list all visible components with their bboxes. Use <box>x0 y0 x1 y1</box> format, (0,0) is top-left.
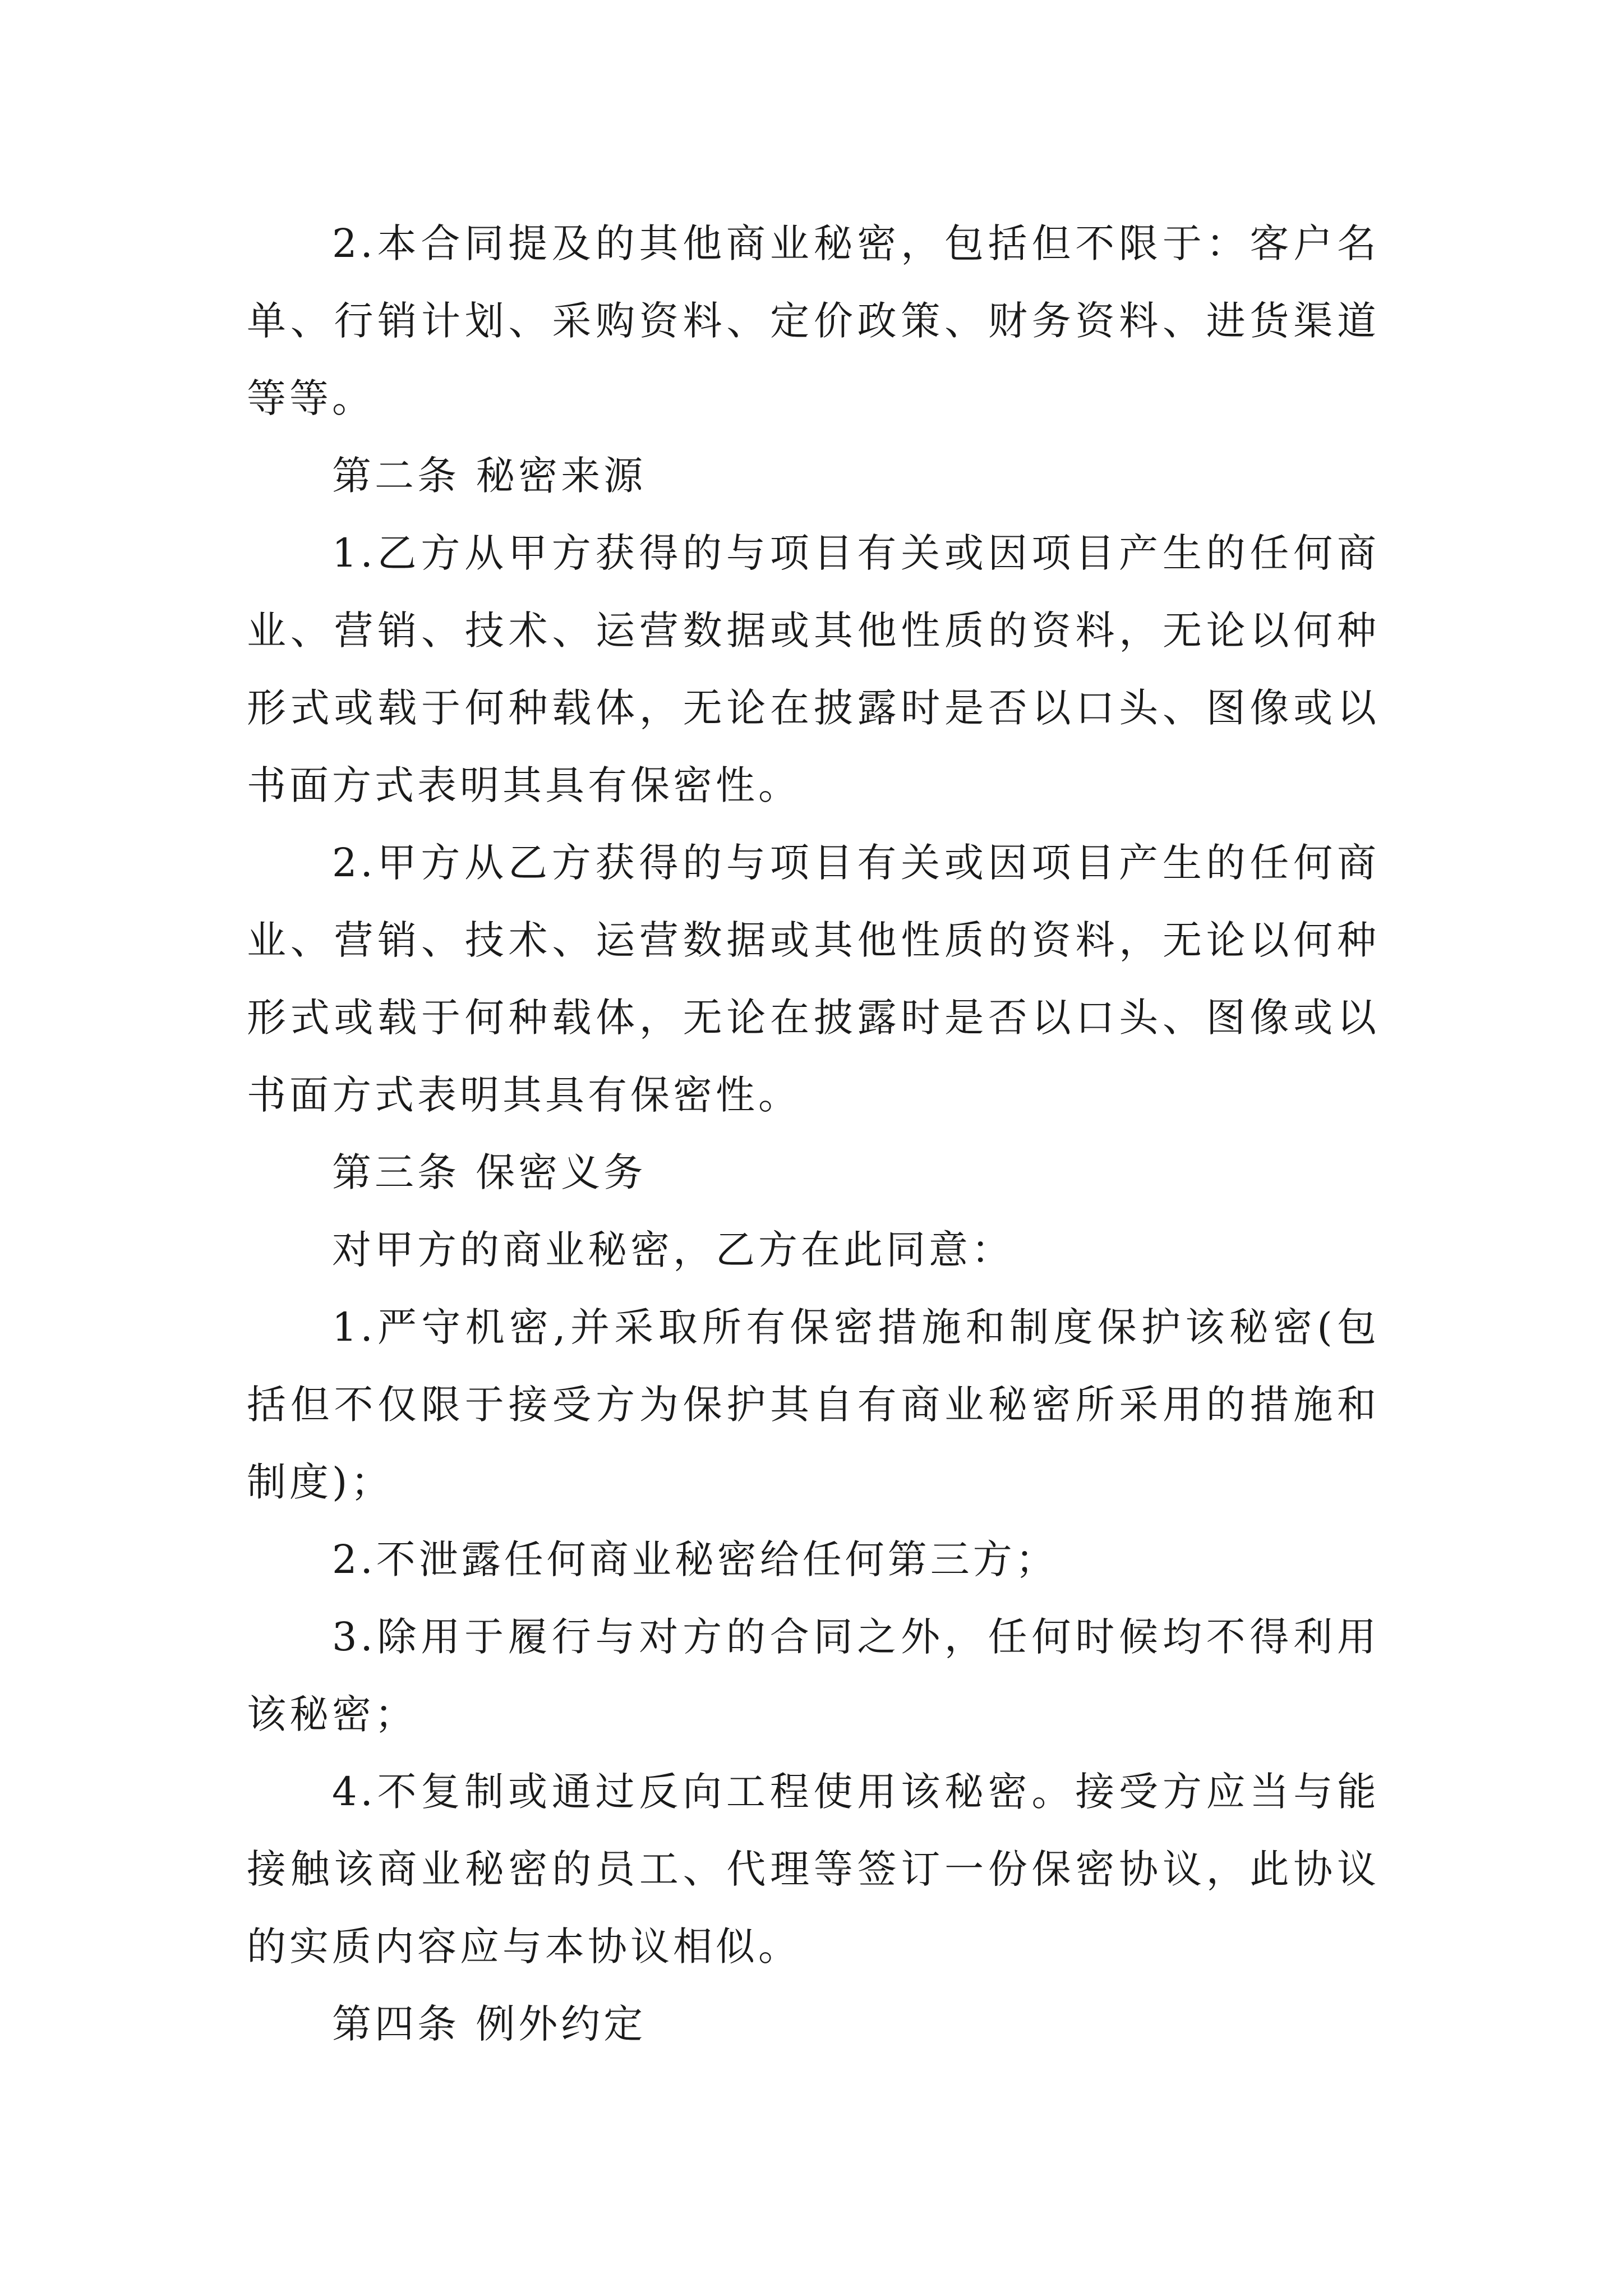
paragraph-clause-3-item-2: 2.不泄露任何商业秘密给任何第三方； <box>332 1536 1058 1582</box>
document-body <box>247 205 1380 2063</box>
paragraph-clause-3-item-1: 1.严守机密,并采取所有保密措施和制度保护该秘密(包括但不仅限于接受方为保护其自有商业秘密所采用的措施和制度)； <box>247 1304 1380 1505</box>
heading-article-4: 第四条 例外约定 <box>332 2001 647 2047</box>
paragraph-clause-2-item-2: 2.甲方从乙方获得的与项目有关或因项目产生的任何商业、营销、技术、运营数据或其他性质的资料，无论以何种形式或载于何种载体，无论在披露时是否以口头、图像或以书面方式表明其具有保密性。 <box>247 840 1380 1118</box>
paragraph-clause-3-intro: 对甲方的商业秘密，乙方在此同意： <box>332 1227 1014 1273</box>
heading-article-2: 第二条 秘密来源 <box>332 453 647 499</box>
heading-article-3: 第三条 保密义务 <box>332 1149 647 1195</box>
paragraph-clause-3-item-3: 3.除用于履行与对方的合同之外，任何时候均不得利用该秘密； <box>247 1614 1380 1737</box>
paragraph-clause-1-item-2: 2.本合同提及的其他商业秘密，包括但不限于：客户名单、行销计划、采购资料、定价政策、财务资料、进货渠道等等。 <box>247 220 1380 421</box>
paragraph-clause-3-item-4: 4.不复制或通过反向工程使用该秘密。接受方应当与能接触该商业秘密的员工、代理等签订一份保密协议，此协议的实质内容应与本协议相似。 <box>247 1769 1380 1970</box>
paragraph-clause-2-item-1: 1.乙方从甲方获得的与项目有关或因项目产生的任何商业、营销、技术、运营数据或其他性质的资料，无论以何种形式或载于何种载体，无论在披露时是否以口头、图像或以书面方式表明其具有保密性。 <box>247 530 1380 808</box>
